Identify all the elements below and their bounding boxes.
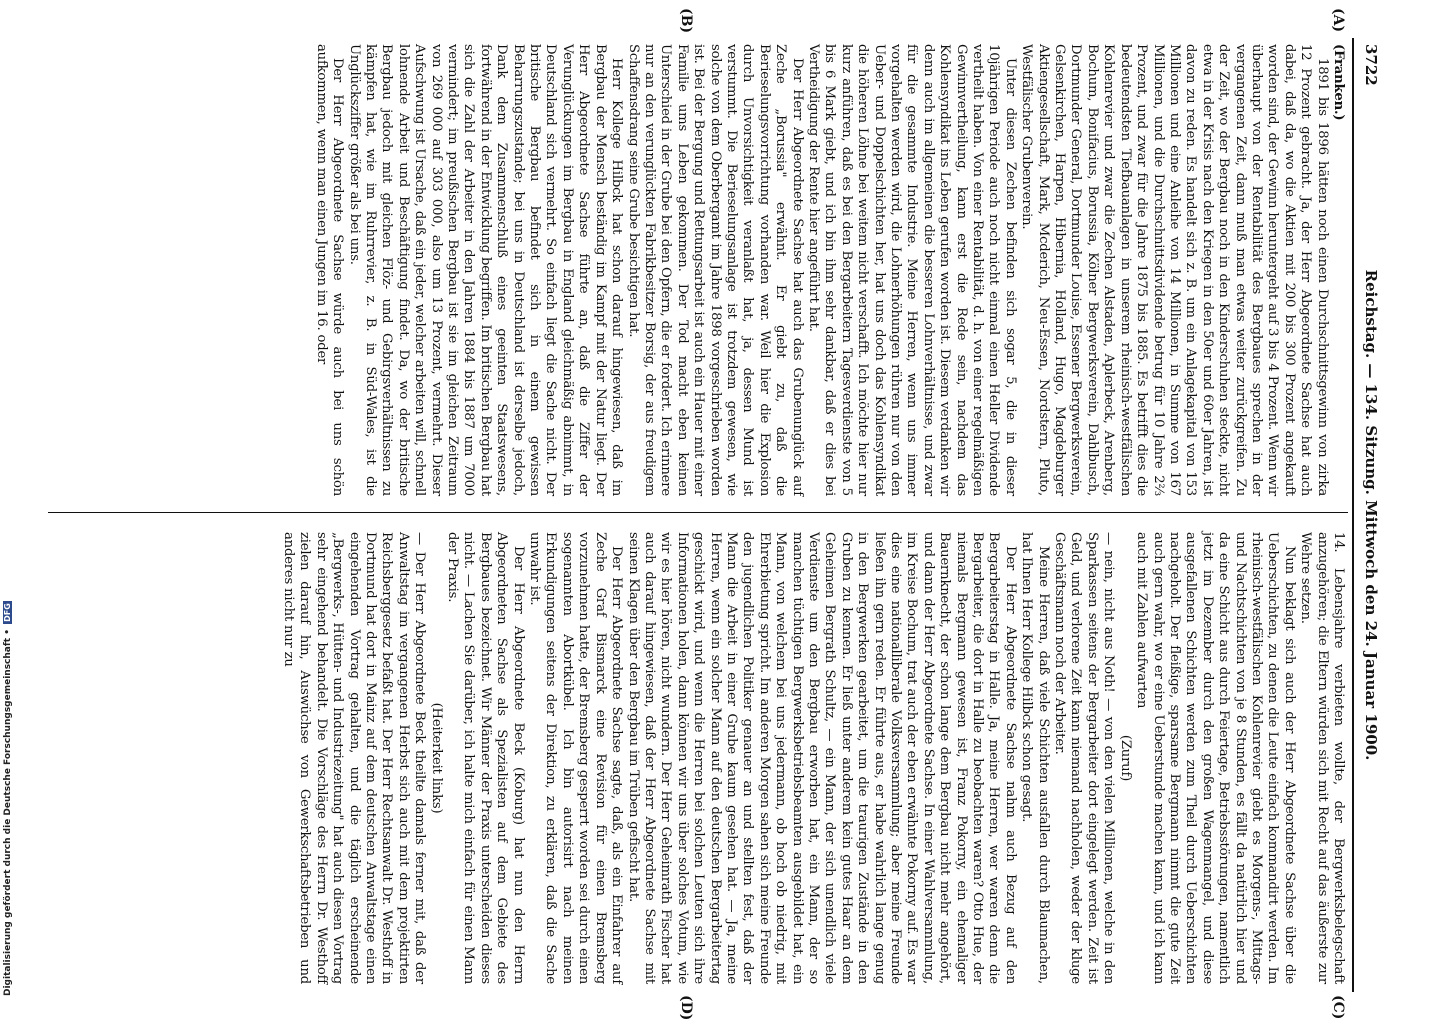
paragraph: — nein, nicht aus Noth! — von den vielen Millionen, welche in den Sparkassen seitens der Bergarbeiter dort eingelegt werden. Zeit ist Geld, und verlorene Zeit kann niemand nachholen, weder der kluge Geschäftsmann noch der Arbeiter. [1052,532,1117,984]
paragraph: — Der Herr Abgeordnete Beck theilte damals ferner mit, daß der Anwaltstag im vergangenen Herbst sich auch mit dem projektirten Reichsberggesetz befaßt hat. Der Herr Rechtsanwalt Dr. Westhoff in Dortmund hat dort in Mainz auf dem deutschen Anwaltstage einen eingehenden Vortrag gehalten, und die täglich erscheinende „Bergwerks-, Hütten- und Industriezeitung" hat auch diesen Vortrag sehr eingehend behandelt. Die Vorschläge des Herrn Dr. Westhoff zielen darauf hin, Auswüchse von Gewerkschaftsbetrieben und anderes nicht nur zu [281,532,428,984]
interjection: (Zuruf) [1117,734,1133,782]
credit-text: Digitalisierung gefördert durch die Deutsche Forschungsgemeinschaft • [3,629,13,996]
margin-marker-c: (C) [1330,995,1346,1020]
page-header [1354,38,1384,992]
paragraph: Der Herr Abgeordnete Sachse sagte, daß, als ein Einfahrer auf Zeche Graf Bismarck eine Revision für einen Bremsberg vorzunehmen hatte, der Bremsberg gesperrt worden sei durch einen sogenannten Abortkübel. Ich bin autorisirt nach meinen Erkundigungen seitens der Direktion, zu erklären, daß die Sache unwahr ist. [527,532,625,984]
column-divider [48,512,1348,513]
page-title: Reichstag. — 134. Sitzung. Mittwoch den 24. Januar 1900. [1362,269,1380,761]
paragraph: Der Herr Abgeordnete Beck (Koburg) hat nun den Herrn Abgeordneten Sachse als Spezialisten auf dem Gebiete des Bergbaues bezeichnet. Wir Männer der Praxis unterscheiden dieses nicht. — Lachen Sie darüber, ich halte mich einfach für einen Mann der Praxis. [445,532,526,984]
paragraph: 14. Lebensjahre verbieten wollte, der Bergwerksbelegschaft anzugehören; die Eltern würden sich mit Recht auf das äußerste zur Wehre setzen. [1298,532,1346,984]
paragraph: Nun beklagt sich auch der Herr Abgeordnete Sachse über die Ueberschichten, zu denen die Leute einfach kommandirt werden. Im rheinisch-westfälischen Kohlenrevier giebt es Morgens-, Mittags- und Nachtschichten von je 8 Stunden, es fällt da natürlich hier und da eine Schicht aus durch Feiertage, Betriebsstörungen, namentlich jetzt im Dezember durch den großen Wagenmangel, und diese ausgefallenen Schichten werden zum Theil durch Ueberschichten nachgeholt. Der fleißige, sparsame Bergmann nimmt die gute Zeit auch gern wahr, wo er eine Ueberstunde machen kann, und ich kann auch mit Zahlen aufwarten [1134,532,1297,984]
margin-marker-a: (A) [1330,8,1346,33]
dfg-logo: DFG [3,603,12,622]
paragraph: Der Herr Abgeordnete Sachse nahm auch Bezug auf den Bergarbeiterstag in Halle. Ja, meine Herren, wer waren denn die Bergarbeiter, die dort in Halle zu beobachten waren? Otto Hue, der niemals Bergmann gewesen ist, Franz Pokorny, ein ehemaliger Bauernknecht, der schon lange dem Bergbau nicht mehr angehört, und dann der Herr Abgeordnete Sachse. In einer Wahlversammlung, im Kreise Bochum, trat auch der eben erwähnte Pokorny auf. Es war dies eine nationalliberale Volksversammlung; aber meine Freunde ließen ihn gern reden. Er führte aus, er habe wahrlich lange genug in den Bergwerken gearbeitet, um die traurigen Zustände in den Gruben zu kennen. Er ließ unter anderem kein gutes Haar an dem Geheimen Bergrath Schultz, — ein Mann, der sich unendlich viele Verdienste um den Bergbau erworben hat, ein Mann, der so manchen tüchtigen Bergwerksbetriebsbeamten ausgebildet hat, ein Mann, von welchem bei uns jedermann, ob hoch ob niedrig, mit Ehrerbietung spricht. Im anderen Morgen sahen sich meine Freunde den jugendlichen Politiker genauer an und stellten fest, daß der Mann die Arbeit in einer Grube kaum gesehen hat. — Ja, meine Herren, wenn ein solcher Mann auf den deutschen Bergarbeitertag geschickt wird, und wenn die Herren bei solchen Leuten sich ihre Informationen holen, dann können wir uns über solches Votum, wie wir es hier hören, nicht wundern. Der Herr Geheimrath Fischer hat auch darauf hingewiesen, daß der Herr Abgeordnete Sachse mit seinen Klagen über den Bergbau im Trüben gefischt hat. [625,532,1018,984]
digitization-credit [3,601,13,996]
header-rule [1352,38,1354,992]
paragraph: Der Herr Abgeordnete Sachse würde auch bei uns schön aufkommen, wenn man einen Jungen im 16. oder [313,44,346,496]
paragraph: 1891 bis 1896 hätten noch einen Durchschnittsgewinn von zirka 12 Prozent gebracht. Ja, der Herr Abgeordnete Sachse hat auch dabei, daß da, wo die Aktien mit 200 bis 300 Prozent angekauft worden sind, der Gewinn heruntergeht auf 3 bis 4 Prozent. Wenn wir überhaupt von der Rentabilität des Bergbaues sprechen in der vergangenen Zeit, dann muß man etwas weiter zurückgreifen. Zu der Zeit, wo der Bergbau noch in den Kinderschuhen steckte, nicht etwa in der Krisis nach den Kriegen in den 50er und 60er Jahren, ist davon zu reden. Es handelt sich z. B. um ein Anlagekapital von 153 Millionen und eine Anleihe von 14 Millionen, in Summe von 167 Millionen, und die Durchschnittsdividende betrug für 10 Jahre 2⅔ Prozent, und zwar für die Jahre 1875 bis 1885. Es betrifft dies die bedeutendsten Tiefbauanlagen in unserem rheinisch-westfälischen Kohlenrevier und zwar die Zechen Alstaden, Aplerbeck, Arenberg, Bochum, Bonifacius, Borussia, Kölner Bergwerksverein, Dahlbusch, Dortmunder General, Dortmunder Louise, Essener Bergwerksverein, Gelsenkirchen, Harpen, Hibernia, Holland, Hugo, Magdeburger Aktiengesellschaft, Mark, Mcderich, Neu-Essen, Nordstern, Pluto, Westfälischer Grubenverein. [1019,44,1330,496]
right-column [50,532,1346,984]
left-column [50,44,1346,496]
paragraph: Der Herr Abgeordnete Sachse hat auch das Grubenunglück auf Zeche „Borussia" erwähnt. Er giebt zu, daß die Berieselungsvorrichtung vorhanden war. Weil hier die Explosion durch Unvorsichtigkeit veranlaßt hat, ja, dessen Mund ist verstummt. Die Berieselungsanlage ist trotzdem gewesen, wie solche von dem Oberbergamt im Jahre 1898 vorgeschrieben worden ist. Bei der Bergung und Rettungsarbeit ist auch ein Hauer mit einer Familie ums Leben gekommen. Der Tod macht eben keinen Unterschied in der Grube bei den Opfern, die er fordert. Ich erinnere nur an den verunglückten Fabrikbesitzer Borsig, der aus freudigem Schaffensdrang seine Grube besichtigen hat. [625,44,805,496]
interjection: (Heiterkeit links) [428,702,444,814]
speaker-tag: (Franken.) [1331,44,1346,121]
paragraph: Herr Kollege Hilbck hat schon darauf hingewiesen, daß im Bergbau der Mensch beständig im Kampf mit der Natur liegt. Der Herr Abgeordnete Sachse führte an, daß die Ziffer der Verunglückungen im Bergbau in England gleichmäßig abnimmt, in Deutschland sich vermehrt. So einfach liegt die Sache nicht. Der britische Bergbau befindet sich in einem gewissen Beharrungszustande; bei uns in Deutschland ist derselbe jedoch, Dank dem Zusammenschluß eines geeinten Staatswesens, fortwährend in der Entwicklung begriffen. Im britischen Bergbau hat sich die Zahl der Arbeiter in den Jahren 1884 bis 1887 um 7000 vermindert; im preußischen Bergbau ist sie im gleichen Zeitraum von 269 000 auf 303 000, also um 13 Prozent, vermehrt. Dieser Aufschwung ist Ursache, daß ein jeder, welcher arbeiten will, schnell lohnende Arbeit und Beschäftigung findet. Da, wo der britische Bergbau jedoch mit gleichen Flöz- und Gebirgsverhältnissen zu kämpfen hat, wie im Ruhrrevier, z. B. in Süd-Wales, ist die Unglücksziffer größer als bei uns. [346,44,625,496]
page-number: 3722 [1362,44,1380,86]
paragraph: Unter diesen Zechen befinden sich sogar 5, die in dieser 10jährigen Periode auch noch nicht einmal einen Heller Dividende vertheilt haben. Von einer Rentabilität, d. h. von einer regelmäßigen Gewinnvertheilung, kann erst die Rede sein, nachdem das Kohlensyndikat ins Leben gerufen worden ist. Diesem verdanken wir denn auch im allgemeinen die besseren Lohnverhältnisse, und zwar für die gesammte Industrie. Meine Herren, wenn uns immer vorgehalten werden wird, die Lohnerhöhungen rühren nur von den Ueber- und Doppelschichten her, hat uns doch das Kohlensyndikat die höheren Löhne bei weitem nicht verschafft. Ich möchte hier nur kurz anführen, daß es bei den Bergarbeitern Tagesverdienste von 5 bis 6 Mark giebt, und ich bin ihm sehr dankbar, daß er dies bei Vertheidigung der Rente hier angeführt hat. [806,44,1018,496]
margin-marker-b: (B) [678,8,694,34]
rotated-newspaper-page [44,8,1384,1020]
paragraph: Meine Herren, daß viele Schichten ausfallen durch Blaumachen, hat Ihnen Herr Kollege Hilbck schon gesagt. [1019,532,1051,984]
margin-marker-d: (D) [678,995,694,1020]
